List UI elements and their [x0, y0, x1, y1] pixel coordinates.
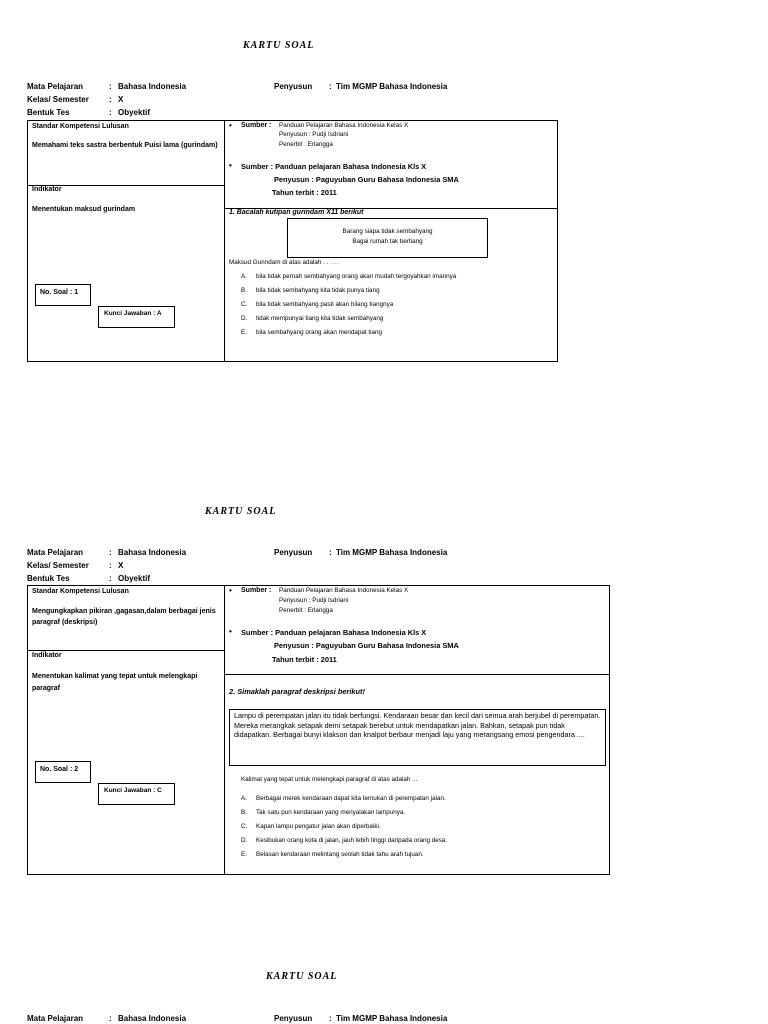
colon: : [109, 1014, 112, 1023]
colon: : [109, 82, 112, 91]
indikator-text: Menentukan kalimat yang tepat untuk melengkapi paragraf [32, 673, 198, 692]
colon: : [109, 561, 112, 570]
bentuk-value: Obyektif [118, 574, 151, 583]
colon: : [109, 548, 112, 557]
bentuk-label: Bentuk Tes [27, 574, 70, 583]
mapel-value: Bahasa Indonesia [118, 548, 187, 557]
penyusun-value: Tim MGMP Bahasa Indonesia [336, 548, 448, 557]
indikator-text: Menentukan maksud gurindam [32, 206, 136, 213]
sumber2-line3: Tahun terbit : 2011 [272, 655, 337, 664]
bullet: • [229, 161, 232, 170]
no-soal: No. Soal : 2 [40, 766, 79, 773]
kunci-jawaban: Kunci Jawaban : C [104, 787, 162, 794]
option-letter: A. [241, 273, 247, 280]
mapel-value: Bahasa Indonesia [118, 1014, 187, 1023]
kelas-value: X [118, 95, 124, 104]
quote-line1: Barang siapa tidak sembahyang [342, 228, 433, 235]
sumber-line3: Penerbit : Erlangga [279, 141, 333, 148]
question: 2. Simaklah paragraf deskripsi berikut! [229, 687, 365, 696]
penyusun-label: Penyusun [274, 1014, 313, 1023]
mapel-label: Mata Pelajaran [27, 1014, 84, 1023]
option-letter: B. [241, 809, 247, 816]
sumber-line1: Panduan Pelajaran Bahasa Indonesia Kelas X [279, 587, 409, 594]
option-text: Kesibukan orang kota di jalan, jauh lebih tinggi daripada orang desa. [256, 837, 448, 844]
column-divider [224, 585, 225, 875]
question: 1. Bacalah kutipan gurindam X11 berikut [229, 209, 364, 216]
option-letter: D. [241, 837, 248, 844]
sumber2-line2: Penyusun : Paguyuban Guru Bahasa Indonesia SMA [274, 175, 459, 184]
option-text: tidak mempunyai tiang kita tidak sembahyang [256, 315, 384, 322]
indikator-label: Indikator [32, 186, 62, 193]
row-divider [27, 650, 225, 651]
penyusun-value: Tim MGMP Bahasa Indonesia [336, 1014, 448, 1023]
card-title: KARTU SOAL [243, 40, 315, 51]
option-letter: E. [241, 851, 247, 858]
bentuk-value: Obyektif [118, 108, 151, 117]
option-text: Berbagai merek kendaraan dapat kita temukan di perempatan jalan. [256, 795, 446, 802]
colon: : [329, 548, 332, 557]
paragraph-text: Lampu di perempatan jalan itu tidak berfungsi. Kendaraan besar dan kecil dari semua arah berjubel di perempatan. Mereka merangkak setapak demi setapak berebut untuk mendapatkan jalan. Bahkan, setapak pun tidak didapatkan. Berbagai bunyi klakson dan knalpot berbaur menjadi laju yang merangsang emosi pengendara .... [234, 711, 601, 740]
skl-label: Standar Kompetensi Lulusan [32, 123, 129, 130]
sumber2-line1: Sumber : Panduan pelajaran Bahasa Indonesia Kls X [241, 162, 427, 171]
option-text: Belasan kendaraan melintang seolah tidak tahu arah tujuan. [256, 851, 424, 858]
sumber-label: Sumber : [241, 587, 272, 594]
option-letter: C. [241, 301, 248, 308]
kunci-jawaban: Kunci Jawaban : A [104, 310, 162, 317]
bentuk-label: Bentuk Tes [27, 108, 70, 117]
option-letter: A. [241, 795, 247, 802]
colon: : [109, 95, 112, 104]
prompt: Maksud Gurindam di atas adalah . . . . . [229, 259, 339, 266]
bullet: • [229, 586, 232, 595]
option-text: bila tidak sembahyang kita tidak punya tiang [256, 287, 380, 294]
kelas-value: X [118, 561, 124, 570]
card-title: KARTU SOAL [266, 971, 338, 982]
colon: : [109, 574, 112, 583]
indikator-label: Indikator [32, 652, 62, 659]
penyusun-value: Tim MGMP Bahasa Indonesia [336, 82, 448, 91]
colon: : [109, 108, 112, 117]
skl-text: Mengungkapkan pikiran ,gagasan,dalam berbagai jenis paragraf (deskripsi) [32, 608, 216, 626]
option-text: Tak satu pun kendaraan yang menyalakan lampunya. [256, 809, 406, 816]
skl-label: Standar Kompetensi Lulusan [32, 588, 129, 595]
option-text: bila sembahyang orang akan mendapat tiang [256, 329, 383, 336]
penyusun-label: Penyusun [274, 548, 313, 557]
option-letter: C. [241, 823, 248, 830]
kelas-label: Kelas/ Semester [27, 95, 89, 104]
option-letter: D. [241, 315, 248, 322]
option-text: bila tidak pernah sembahyang orang akan mudah tergoyahkan imannya [256, 273, 457, 280]
bullet: • [229, 121, 232, 130]
option-text: bila tidak sembahyang pasti akan hilang tiangnya [256, 301, 394, 308]
sumber-line2: Penyusun : Pudji Isdriani [279, 597, 349, 604]
no-soal: No. Soal : 1 [40, 289, 79, 296]
mapel-value: Bahasa Indonesia [118, 82, 187, 91]
skl-text: Memahami teks sastra berbentuk Puisi lama (gurindam) [32, 142, 218, 149]
sumber-label: Sumber : [241, 122, 272, 129]
row-divider [224, 674, 610, 675]
sumber-line2: Penyusun : Pudji Isdriani [279, 131, 349, 138]
option-text: Kapan lampu pengatur jalan akan diperbaiki. [256, 823, 381, 830]
prompt: Kalimat yang tepat untuk melengkapi paragraf di atas adalah ... [241, 776, 418, 783]
sumber2-line1: Sumber : Panduan pelajaran Bahasa Indonesia Kls X [241, 628, 427, 637]
option-letter: B. [241, 287, 247, 294]
column-divider [224, 120, 225, 362]
sumber2-line2: Penyusun : Paguyuban Guru Bahasa Indonesia SMA [274, 641, 459, 650]
mapel-label: Mata Pelajaran [27, 82, 84, 91]
colon: : [329, 82, 332, 91]
sumber-line1: Panduan Pelajaran Bahasa Indonesia Kelas X [279, 122, 409, 129]
bullet: • [229, 627, 232, 636]
penyusun-label: Penyusun [274, 82, 313, 91]
colon: : [329, 1014, 332, 1023]
card-title: KARTU SOAL [205, 506, 277, 517]
sumber-line3: Penerbit : Erlangga [279, 607, 333, 614]
kelas-label: Kelas/ Semester [27, 561, 89, 570]
mapel-label: Mata Pelajaran [27, 548, 84, 557]
sumber2-line3: Tahun terbit : 2011 [272, 188, 337, 197]
quote-line2: Bagai rumah tak bertiang [352, 238, 423, 245]
option-letter: E. [241, 329, 247, 336]
